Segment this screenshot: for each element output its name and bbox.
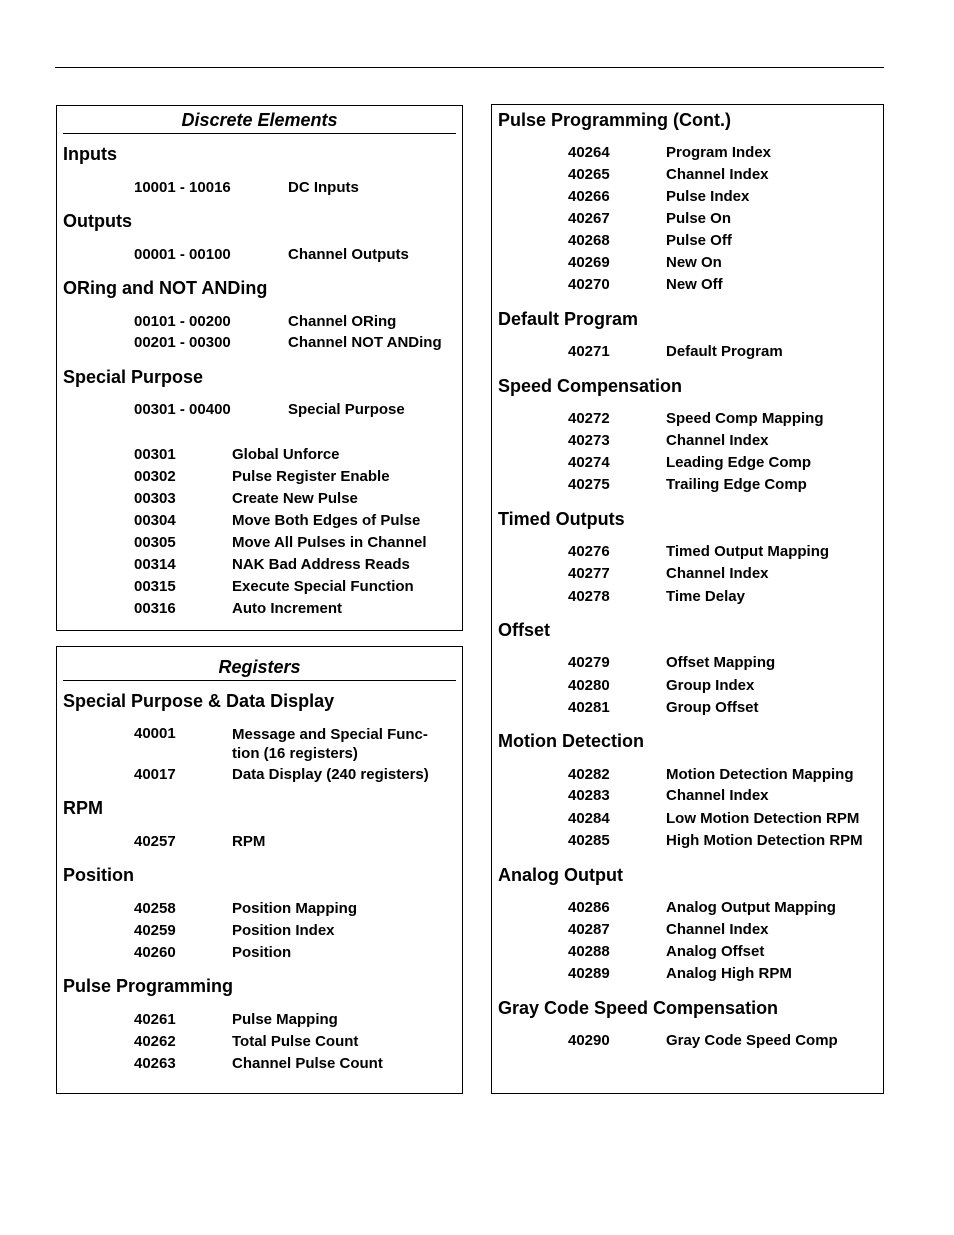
section-heading: Gray Code Speed Compensation xyxy=(498,998,779,1018)
register-code: 10001 - 10016 xyxy=(134,179,231,196)
registers-box xyxy=(56,646,463,1094)
register-desc: Gray Code Speed Comp xyxy=(666,1032,838,1049)
register-desc: Offset Mapping xyxy=(666,654,776,671)
register-code: 40275 xyxy=(568,476,610,493)
register-code: 00301 - 00400 xyxy=(134,401,231,418)
section-heading: Position xyxy=(63,865,134,885)
section-heading: Inputs xyxy=(63,144,117,164)
section-heading: ORing and NOT ANDing xyxy=(63,278,268,298)
register-code: 40279 xyxy=(568,654,610,671)
register-code: 40260 xyxy=(134,944,176,961)
register-code: 40284 xyxy=(568,810,610,827)
box-title: Discrete Elements xyxy=(63,109,456,134)
register-code: 40264 xyxy=(568,144,610,161)
register-desc: Channel Index xyxy=(666,565,769,582)
register-desc: Low Motion Detection RPM xyxy=(666,810,860,827)
section-heading: Special Purpose & Data Display xyxy=(63,691,335,711)
register-code: 40271 xyxy=(568,343,610,360)
section-heading: Pulse Programming (Cont.) xyxy=(498,110,732,130)
register-code: 40276 xyxy=(568,543,610,560)
register-desc: Program Index xyxy=(666,144,772,161)
section-heading: RPM xyxy=(63,798,103,818)
register-desc: Analog Offset xyxy=(666,943,765,960)
register-code: 00314 xyxy=(134,556,176,573)
register-desc: Pulse Mapping xyxy=(232,1011,338,1028)
register-desc: Channel Index xyxy=(666,432,769,449)
register-desc: Move Both Edges of Pulse xyxy=(232,512,421,529)
register-desc: Create New Pulse xyxy=(232,490,358,507)
section-heading: Default Program xyxy=(498,309,639,329)
register-desc: Position xyxy=(232,944,292,961)
register-code: 40273 xyxy=(568,432,610,449)
section-heading: Offset xyxy=(498,620,551,640)
register-desc: Speed Comp Mapping xyxy=(666,410,824,427)
register-code: 00101 - 00200 xyxy=(134,313,231,330)
register-desc: RPM xyxy=(232,833,266,850)
register-desc: Global Unforce xyxy=(232,446,340,463)
register-desc: New On xyxy=(666,254,722,271)
register-desc: Data Display (240 registers) xyxy=(232,766,429,783)
register-desc: DC Inputs xyxy=(288,179,359,196)
register-code: 40283 xyxy=(568,787,610,804)
section-heading: Analog Output xyxy=(498,865,623,885)
register-desc: Analog High RPM xyxy=(666,965,792,982)
register-desc: Group Index xyxy=(666,677,755,694)
register-desc: Leading Edge Comp xyxy=(666,454,812,471)
section-heading: Motion Detection xyxy=(498,731,644,751)
section-heading: Special Purpose xyxy=(63,367,204,387)
box-title: Registers xyxy=(63,656,456,681)
register-desc: Channel Index xyxy=(666,787,769,804)
register-desc: Analog Output Mapping xyxy=(666,899,836,916)
register-desc: Channel Pulse Count xyxy=(232,1055,383,1072)
register-code: 40257 xyxy=(134,833,176,850)
register-desc: Motion Detection Mapping xyxy=(666,766,854,783)
register-code: 40258 xyxy=(134,900,176,917)
register-code: 40290 xyxy=(568,1032,610,1049)
register-desc: Pulse Register Enable xyxy=(232,468,390,485)
register-desc: Channel ORing xyxy=(288,313,397,330)
register-code: 40274 xyxy=(568,454,610,471)
register-desc: Total Pulse Count xyxy=(232,1033,359,1050)
register-desc: Channel Index xyxy=(666,166,769,183)
register-desc: High Motion Detection RPM xyxy=(666,832,863,849)
register-code: 40272 xyxy=(568,410,610,427)
register-desc: Channel NOT ANDing xyxy=(288,334,442,351)
register-desc: Channel Index xyxy=(666,921,769,938)
register-desc: Move All Pulses in Channel xyxy=(232,534,427,551)
section-heading: Pulse Programming xyxy=(63,976,234,996)
register-code: 00303 xyxy=(134,490,176,507)
register-desc: Execute Special Function xyxy=(232,578,414,595)
register-code: 40281 xyxy=(568,699,610,716)
register-code: 00316 xyxy=(134,600,176,617)
register-code: 40262 xyxy=(134,1033,176,1050)
register-code: 40017 xyxy=(134,766,176,783)
register-desc: Group Offset xyxy=(666,699,759,716)
register-desc: Default Program xyxy=(666,343,783,360)
register-code: 00302 xyxy=(134,468,176,485)
register-code: 40268 xyxy=(568,232,610,249)
register-code: 40280 xyxy=(568,677,610,694)
register-code: 00001 - 00100 xyxy=(134,246,231,263)
register-code: 00315 xyxy=(134,578,176,595)
register-desc: Time Delay xyxy=(666,588,745,605)
register-code: 40270 xyxy=(568,276,610,293)
register-code: 40285 xyxy=(568,832,610,849)
register-code: 40001 xyxy=(134,725,176,742)
section-heading: Speed Compensation xyxy=(498,376,683,396)
register-code: 40282 xyxy=(568,766,610,783)
register-desc: Pulse Index xyxy=(666,188,750,205)
register-code: 40288 xyxy=(568,943,610,960)
register-code: 00301 xyxy=(134,446,176,463)
register-code: 40287 xyxy=(568,921,610,938)
register-code: 00305 xyxy=(134,534,176,551)
register-desc: Channel Outputs xyxy=(288,246,409,263)
register-code: 40278 xyxy=(568,588,610,605)
register-code: 40259 xyxy=(134,922,176,939)
register-desc: Message and Special Func- tion (16 registers) xyxy=(232,726,428,762)
register-desc: Position Mapping xyxy=(232,900,357,917)
register-code: 40261 xyxy=(134,1011,176,1028)
register-code: 40289 xyxy=(568,965,610,982)
register-desc: Position Index xyxy=(232,922,335,939)
register-desc: Special Purpose xyxy=(288,401,405,418)
register-code: 40266 xyxy=(568,188,610,205)
register-code: 40267 xyxy=(568,210,610,227)
register-desc: New Off xyxy=(666,276,723,293)
register-code: 00304 xyxy=(134,512,176,529)
register-desc: Pulse Off xyxy=(666,232,732,249)
register-desc: NAK Bad Address Reads xyxy=(232,556,410,573)
register-desc: Trailing Edge Comp xyxy=(666,476,807,493)
register-code: 40265 xyxy=(568,166,610,183)
discrete-elements-box xyxy=(56,105,463,631)
section-heading: Outputs xyxy=(63,211,132,231)
register-code: 40263 xyxy=(134,1055,176,1072)
register-code: 40286 xyxy=(568,899,610,916)
top-rule xyxy=(55,67,884,68)
register-code: 40277 xyxy=(568,565,610,582)
register-desc: Pulse On xyxy=(666,210,732,227)
pulse-programming-cont-box xyxy=(491,104,884,1094)
register-desc: Timed Output Mapping xyxy=(666,543,830,560)
register-code: 40269 xyxy=(568,254,610,271)
register-code: 00201 - 00300 xyxy=(134,334,231,351)
register-desc: Auto Increment xyxy=(232,600,343,617)
section-heading: Timed Outputs xyxy=(498,509,625,529)
